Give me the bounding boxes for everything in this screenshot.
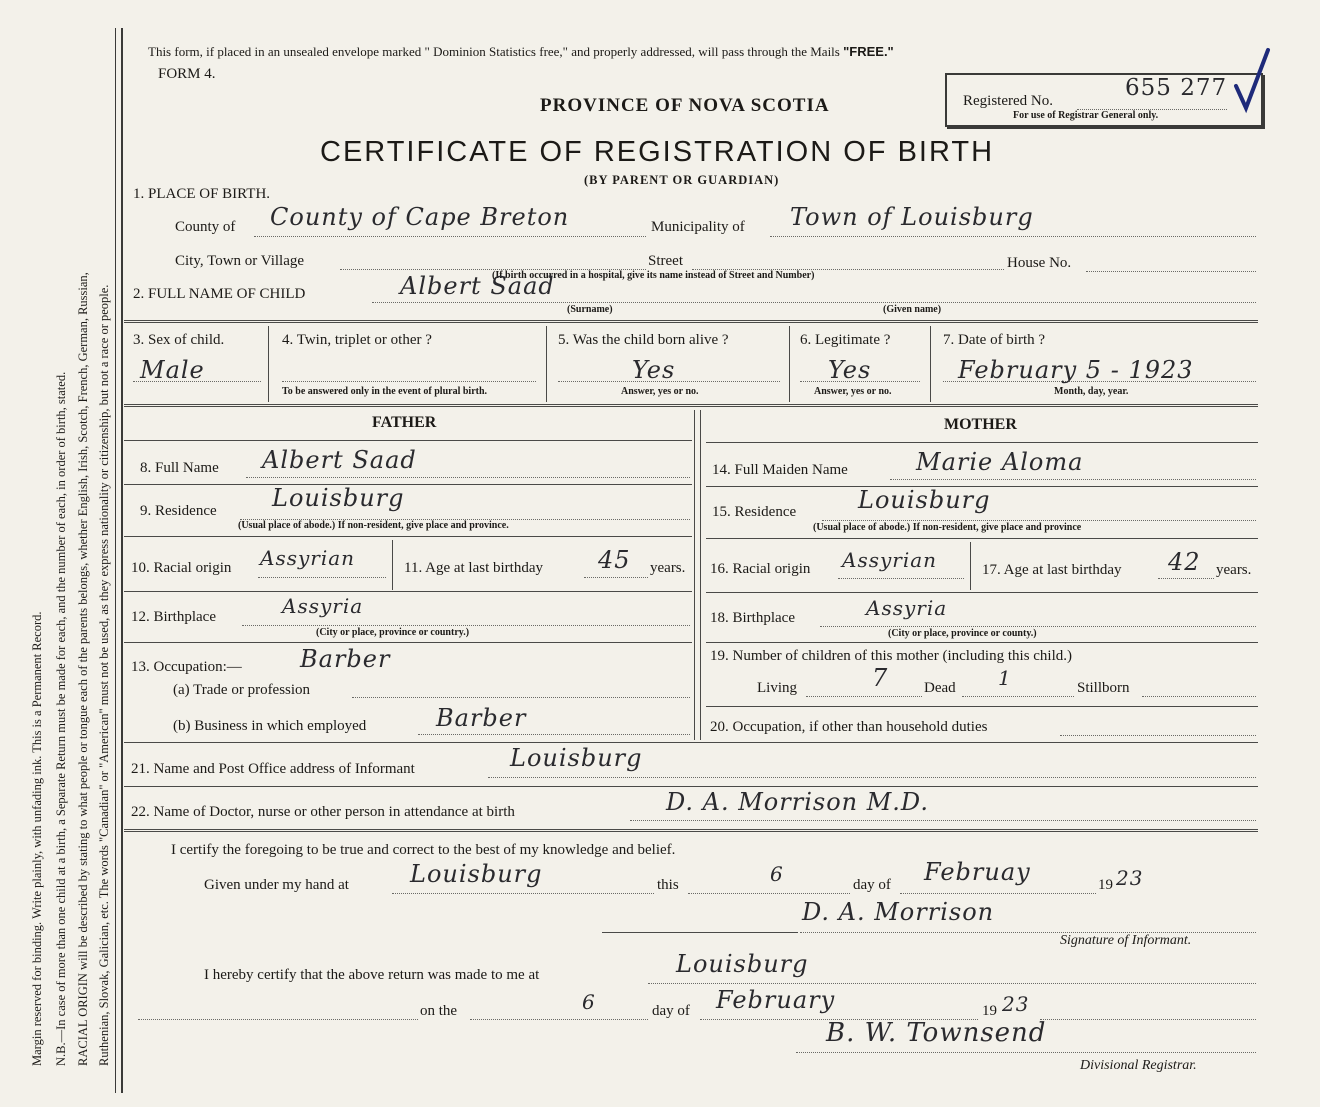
given-under-label: Given under my hand at bbox=[204, 877, 349, 893]
given-name-note: (Given name) bbox=[883, 304, 942, 315]
divider-informant bbox=[124, 786, 1258, 787]
mother-name-value: Marie Aloma bbox=[916, 448, 1084, 476]
mother-race-divider bbox=[970, 542, 971, 590]
father-race-divider bbox=[392, 540, 393, 590]
margin-note-multiple-births: N.B.—In case of more than one child at a birth, a Separate Return must be made for each, and the number of each, in order of birth, stated. bbox=[54, 371, 68, 1066]
street-label: Street bbox=[648, 253, 683, 269]
father-years-label: years. bbox=[650, 560, 686, 576]
father-row-rule-2 bbox=[124, 536, 692, 537]
informant-dots bbox=[488, 777, 1256, 778]
father-birthplace-value: Assyria bbox=[282, 594, 364, 618]
alive-note: Answer, yes or no. bbox=[621, 386, 699, 397]
dob-label: 7. Date of birth ? bbox=[943, 332, 1046, 348]
divider-certification bbox=[124, 829, 1258, 832]
child-name-label: 2. FULL NAME OF CHILD bbox=[133, 286, 306, 302]
father-trade-dots bbox=[352, 697, 690, 698]
municipality-value: Town of Louisburg bbox=[790, 203, 1034, 231]
doctor-value: D. A. Morrison M.D. bbox=[666, 788, 929, 816]
binding-rule-inner bbox=[121, 28, 123, 1093]
mother-birthplace-value: Assyria bbox=[866, 596, 948, 620]
mother-age-label: 17. Age at last birthday bbox=[982, 562, 1122, 578]
mother-race-label: 16. Racial origin bbox=[710, 561, 811, 577]
mother-name-label: 14. Full Maiden Name bbox=[712, 462, 848, 478]
surname-note: (Surname) bbox=[567, 304, 613, 315]
child-name-dots bbox=[372, 302, 1256, 303]
registrar-statement: I hereby certify that the above return was made to me at bbox=[204, 967, 540, 983]
mail-notice-free: "FREE." bbox=[843, 44, 894, 59]
mother-residence-label: 15. Residence bbox=[712, 504, 797, 520]
alive-label: 5. Was the child born alive ? bbox=[558, 332, 729, 348]
father-business-dots bbox=[418, 734, 690, 735]
divider-top bbox=[124, 320, 1258, 323]
dob-note: Month, day, year. bbox=[1054, 386, 1129, 397]
mother-row-rule-4 bbox=[706, 642, 1258, 643]
mother-residence-value: Louisburg bbox=[858, 486, 991, 514]
page-subtitle: (BY PARENT OR GUARDIAN) bbox=[584, 173, 780, 187]
mother-birthplace-note: (City or place, province or county.) bbox=[888, 628, 1037, 639]
registrar-place-value: Louisburg bbox=[676, 950, 809, 978]
mother-residence-note: (Usual place of abode.) If non-resident, give place and province bbox=[813, 522, 1082, 533]
legitimate-value: Yes bbox=[828, 356, 872, 384]
this-day-value: 6 bbox=[770, 862, 784, 886]
mother-birthplace-dots bbox=[820, 626, 1256, 627]
twin-dots bbox=[282, 381, 536, 382]
father-occupation-label: 13. Occupation:— bbox=[131, 659, 242, 675]
col-divider-3 bbox=[789, 326, 790, 402]
informant-signature-line bbox=[602, 932, 798, 933]
mother-dead-dots bbox=[962, 696, 1074, 697]
divider-parents bbox=[124, 404, 1258, 407]
father-birthplace-label: 12. Birthplace bbox=[131, 609, 216, 625]
place-of-birth-heading: 1. PLACE OF BIRTH. bbox=[133, 186, 271, 202]
registrar-use-note: For use of Registrar General only. bbox=[1013, 110, 1159, 121]
informant-value: Louisburg bbox=[510, 744, 643, 772]
father-row-rule-1 bbox=[124, 484, 692, 485]
on-year-suffix: 23 bbox=[1002, 992, 1030, 1016]
on-month-value: February bbox=[716, 986, 836, 1014]
col-divider-4 bbox=[930, 326, 931, 402]
mother-row-rule-2 bbox=[706, 538, 1258, 539]
mother-age-value: 42 bbox=[1168, 548, 1201, 576]
registrar-signature-dots bbox=[796, 1052, 1256, 1053]
mother-row-rule-5 bbox=[706, 706, 1258, 707]
mother-years-label: years. bbox=[1216, 562, 1252, 578]
mother-heading: MOTHER bbox=[944, 416, 1017, 433]
doctor-dots bbox=[630, 820, 1256, 821]
mother-living-label: Living bbox=[757, 680, 797, 696]
father-age-value: 45 bbox=[598, 546, 631, 574]
registrar-signature-label: Divisional Registrar. bbox=[1080, 1058, 1197, 1073]
checkmark-icon bbox=[1232, 46, 1272, 116]
registered-label: Registered No. bbox=[963, 93, 1053, 109]
father-trade-label: (a) Trade or profession bbox=[173, 682, 311, 698]
on-the-lead-dots bbox=[138, 1019, 418, 1020]
mother-occupation-dots bbox=[1060, 735, 1256, 736]
father-name-label: 8. Full Name bbox=[140, 460, 219, 476]
mother-residence-dots bbox=[822, 520, 1256, 521]
month-value: Februay bbox=[924, 858, 1031, 886]
on-year-dots bbox=[1040, 1019, 1256, 1020]
mother-dead-label: Dead bbox=[924, 680, 956, 696]
this-label: this bbox=[657, 877, 679, 893]
house-dots bbox=[1086, 271, 1256, 272]
county-label: County of bbox=[175, 219, 236, 235]
father-business-value: Barber bbox=[436, 704, 527, 732]
mother-row-rule-3 bbox=[706, 592, 1258, 593]
doctor-label: 22. Name of Doctor, nurse or other person in attendance at birth bbox=[131, 804, 515, 820]
binding-rule bbox=[115, 28, 116, 1093]
sex-label: 3. Sex of child. bbox=[133, 332, 225, 348]
registrar-place-dots bbox=[648, 983, 1256, 984]
registered-value: 655 277 bbox=[1125, 75, 1228, 101]
on-day-value: 6 bbox=[582, 990, 596, 1014]
father-residence-label: 9. Residence bbox=[140, 503, 217, 519]
on-year-prefix: 19 bbox=[982, 1003, 997, 1019]
given-place-value: Louisburg bbox=[410, 860, 543, 888]
year-prefix: 19 bbox=[1098, 877, 1113, 893]
day-of-label: day of bbox=[853, 877, 891, 893]
mail-notice-text: This form, if placed in an unsealed envelope marked " Dominion Statistics free," and properly addressed, will pass through the Mails bbox=[148, 44, 844, 59]
twin-label: 4. Twin, triplet or other ? bbox=[282, 332, 432, 348]
mother-occupation-label: 20. Occupation, if other than household duties bbox=[710, 719, 988, 735]
page-title: CERTIFICATE OF REGISTRATION OF BIRTH bbox=[320, 136, 995, 168]
form-number: FORM 4. bbox=[158, 66, 216, 82]
given-place-dots bbox=[392, 893, 654, 894]
informant-signature: D. A. Morrison bbox=[802, 898, 995, 926]
mother-age-dots bbox=[1158, 578, 1214, 579]
mother-name-dots bbox=[890, 479, 1256, 480]
father-age-dots bbox=[584, 577, 648, 578]
margin-note-racial-origin-cont: Ruthenian, Slovak, Galician, etc. The words "Canadian" or "American" must not be used, as they express nationality or citizenship, but not a race or people. bbox=[97, 284, 111, 1066]
margin-note-binding: Margin reserved for binding. Write plainly, with unfading ink. This is a Permanent Record. bbox=[30, 611, 44, 1066]
father-birthplace-note: (City or place, province or country.) bbox=[316, 627, 470, 638]
mother-stillborn-label: Stillborn bbox=[1077, 680, 1130, 696]
mother-birthplace-label: 18. Birthplace bbox=[710, 610, 795, 626]
alive-value: Yes bbox=[632, 356, 676, 384]
father-birthplace-dots bbox=[242, 625, 690, 626]
divider-parents-bottom bbox=[124, 742, 1258, 743]
child-name-value: Albert Saad bbox=[400, 272, 555, 300]
mother-children-label: 19. Number of children of this mother (including this child.) bbox=[710, 648, 1073, 664]
mother-living-value: 7 bbox=[872, 664, 889, 692]
father-age-label: 11. Age at last birthday bbox=[404, 560, 543, 576]
mail-notice bbox=[148, 44, 894, 60]
twin-note: To be answered only in the event of plural birth. bbox=[282, 386, 488, 397]
father-name-value: Albert Saad bbox=[262, 446, 417, 474]
father-race-label: 10. Racial origin bbox=[131, 560, 232, 576]
sex-value: Male bbox=[140, 356, 205, 384]
father-business-label: (b) Business in which employed bbox=[173, 718, 367, 734]
on-day-dots bbox=[470, 1019, 648, 1020]
margin-note-racial-origin: RACIAL ORIGIN will be described by stating to what people or tongue each of the parents belongs, whether English, Irish, Scotch, French, German, Russian, bbox=[76, 272, 90, 1066]
legitimate-note: Answer, yes or no. bbox=[814, 386, 892, 397]
on-day-of-label: day of bbox=[652, 1003, 690, 1019]
father-row-rule-3 bbox=[124, 591, 692, 592]
father-residence-value: Louisburg bbox=[272, 484, 405, 512]
hospital-note: (If birth occurred in a hospital, give its name instead of Street and Number) bbox=[492, 270, 815, 281]
registered-number-box bbox=[945, 73, 1263, 127]
col-divider-2 bbox=[546, 326, 547, 402]
registrar-signature: B. W. Townsend bbox=[826, 1018, 1047, 1048]
municipality-label: Municipality of bbox=[651, 219, 745, 235]
father-race-dots bbox=[258, 577, 386, 578]
mother-race-value: Assyrian bbox=[842, 548, 938, 572]
county-dots bbox=[254, 236, 646, 237]
mother-head-rule bbox=[706, 442, 1258, 443]
year-suffix: 23 bbox=[1116, 866, 1144, 890]
father-occupation-value: Barber bbox=[300, 645, 391, 673]
mother-dead-value: 1 bbox=[998, 666, 1012, 690]
father-residence-note: (Usual place of abode.) If non-resident, give place and province. bbox=[238, 520, 509, 531]
province-heading: PROVINCE OF NOVA SCOTIA bbox=[540, 95, 830, 116]
father-race-value: Assyrian bbox=[260, 546, 356, 570]
house-label: House No. bbox=[1007, 255, 1072, 271]
county-value: County of Cape Breton bbox=[270, 203, 570, 231]
dob-value: February 5 - 1923 bbox=[958, 356, 1194, 384]
informant-label: 21. Name and Post Office address of Informant bbox=[131, 761, 415, 777]
municipality-dots bbox=[770, 236, 1256, 237]
month-dots bbox=[900, 893, 1096, 894]
father-row-rule-4 bbox=[124, 642, 692, 643]
on-the-label: on the bbox=[420, 1003, 458, 1019]
legitimate-label: 6. Legitimate ? bbox=[800, 332, 891, 348]
parents-divider bbox=[694, 410, 695, 740]
mother-race-dots bbox=[838, 578, 964, 579]
father-heading: FATHER bbox=[372, 414, 437, 431]
father-name-dots bbox=[246, 477, 690, 478]
this-day-dots bbox=[688, 893, 850, 894]
parents-divider-2 bbox=[700, 410, 701, 740]
mother-stillborn-dots bbox=[1142, 696, 1256, 697]
informant-signature-label: Signature of Informant. bbox=[1060, 933, 1192, 948]
mother-living-dots bbox=[806, 696, 922, 697]
certify-statement: I certify the foregoing to be true and correct to the best of my knowledge and belief. bbox=[171, 842, 676, 858]
father-head-rule bbox=[124, 440, 692, 441]
city-label: City, Town or Village bbox=[175, 253, 305, 269]
col-divider-1 bbox=[268, 326, 269, 402]
